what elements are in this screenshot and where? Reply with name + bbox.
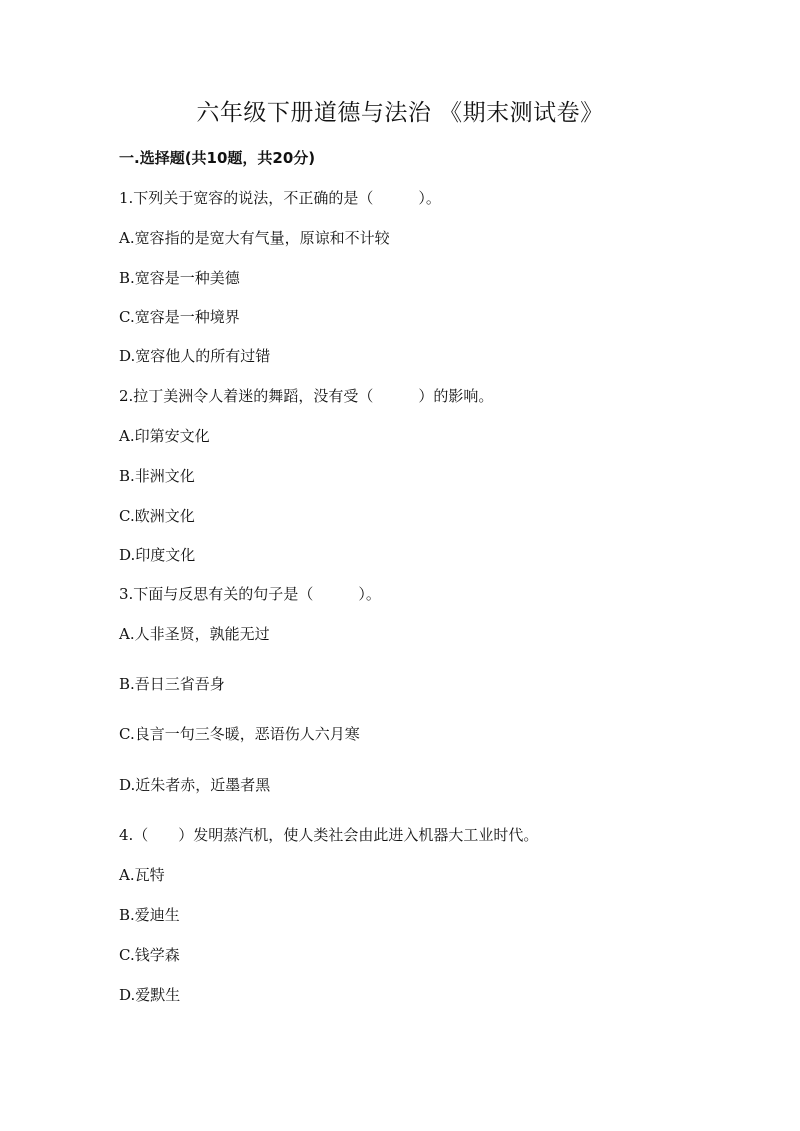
question-3-option-a: A.人非圣贤，孰能无过 — [119, 625, 270, 643]
question-4-option-c: C.钱学森 — [119, 946, 180, 964]
question-3-option-d: D.近朱者赤，近墨者黑 — [119, 776, 271, 794]
question-2-option-b: B.非洲文化 — [119, 467, 195, 485]
question-4-stem: 4.（ ）发明蒸汽机，使人类社会由此进入机器大工业时代。 — [119, 826, 539, 844]
question-3-option-c: C.良言一句三冬暖，恶语伤人六月寒 — [119, 725, 360, 743]
question-1-option-b: B.宽容是一种美德 — [119, 269, 240, 287]
question-2-option-d: D.印度文化 — [119, 546, 196, 564]
question-4-option-d: D.爱默生 — [119, 986, 181, 1004]
question-2-option-c: C.欧洲文化 — [119, 507, 195, 525]
question-1-option-d: D.宽容他人的所有过错 — [119, 347, 271, 365]
question-2-option-a: A.印第安文化 — [119, 427, 210, 445]
question-1-stem: 1.下列关于宽容的说法，不正确的是（ ）。 — [119, 189, 441, 207]
question-1-option-c: C.宽容是一种境界 — [119, 308, 240, 326]
question-4-option-a: A.瓦特 — [119, 866, 165, 884]
question-2-stem: 2.拉丁美洲令人着迷的舞蹈，没有受（ ）的影响。 — [119, 387, 494, 405]
page-title: 六年级下册道德与法治 《期末测试卷》 — [196, 100, 604, 126]
question-3-option-b: B.吾日三省吾身 — [119, 675, 225, 693]
section-heading: 一.选择题(共10题，共20分) — [119, 149, 316, 167]
question-3-stem: 3.下面与反思有关的句子是（ ）。 — [119, 585, 381, 603]
question-1-option-a: A.宽容指的是宽大有气量，原谅和不计较 — [119, 229, 390, 247]
question-4-option-b: B.爱迪生 — [119, 906, 180, 924]
